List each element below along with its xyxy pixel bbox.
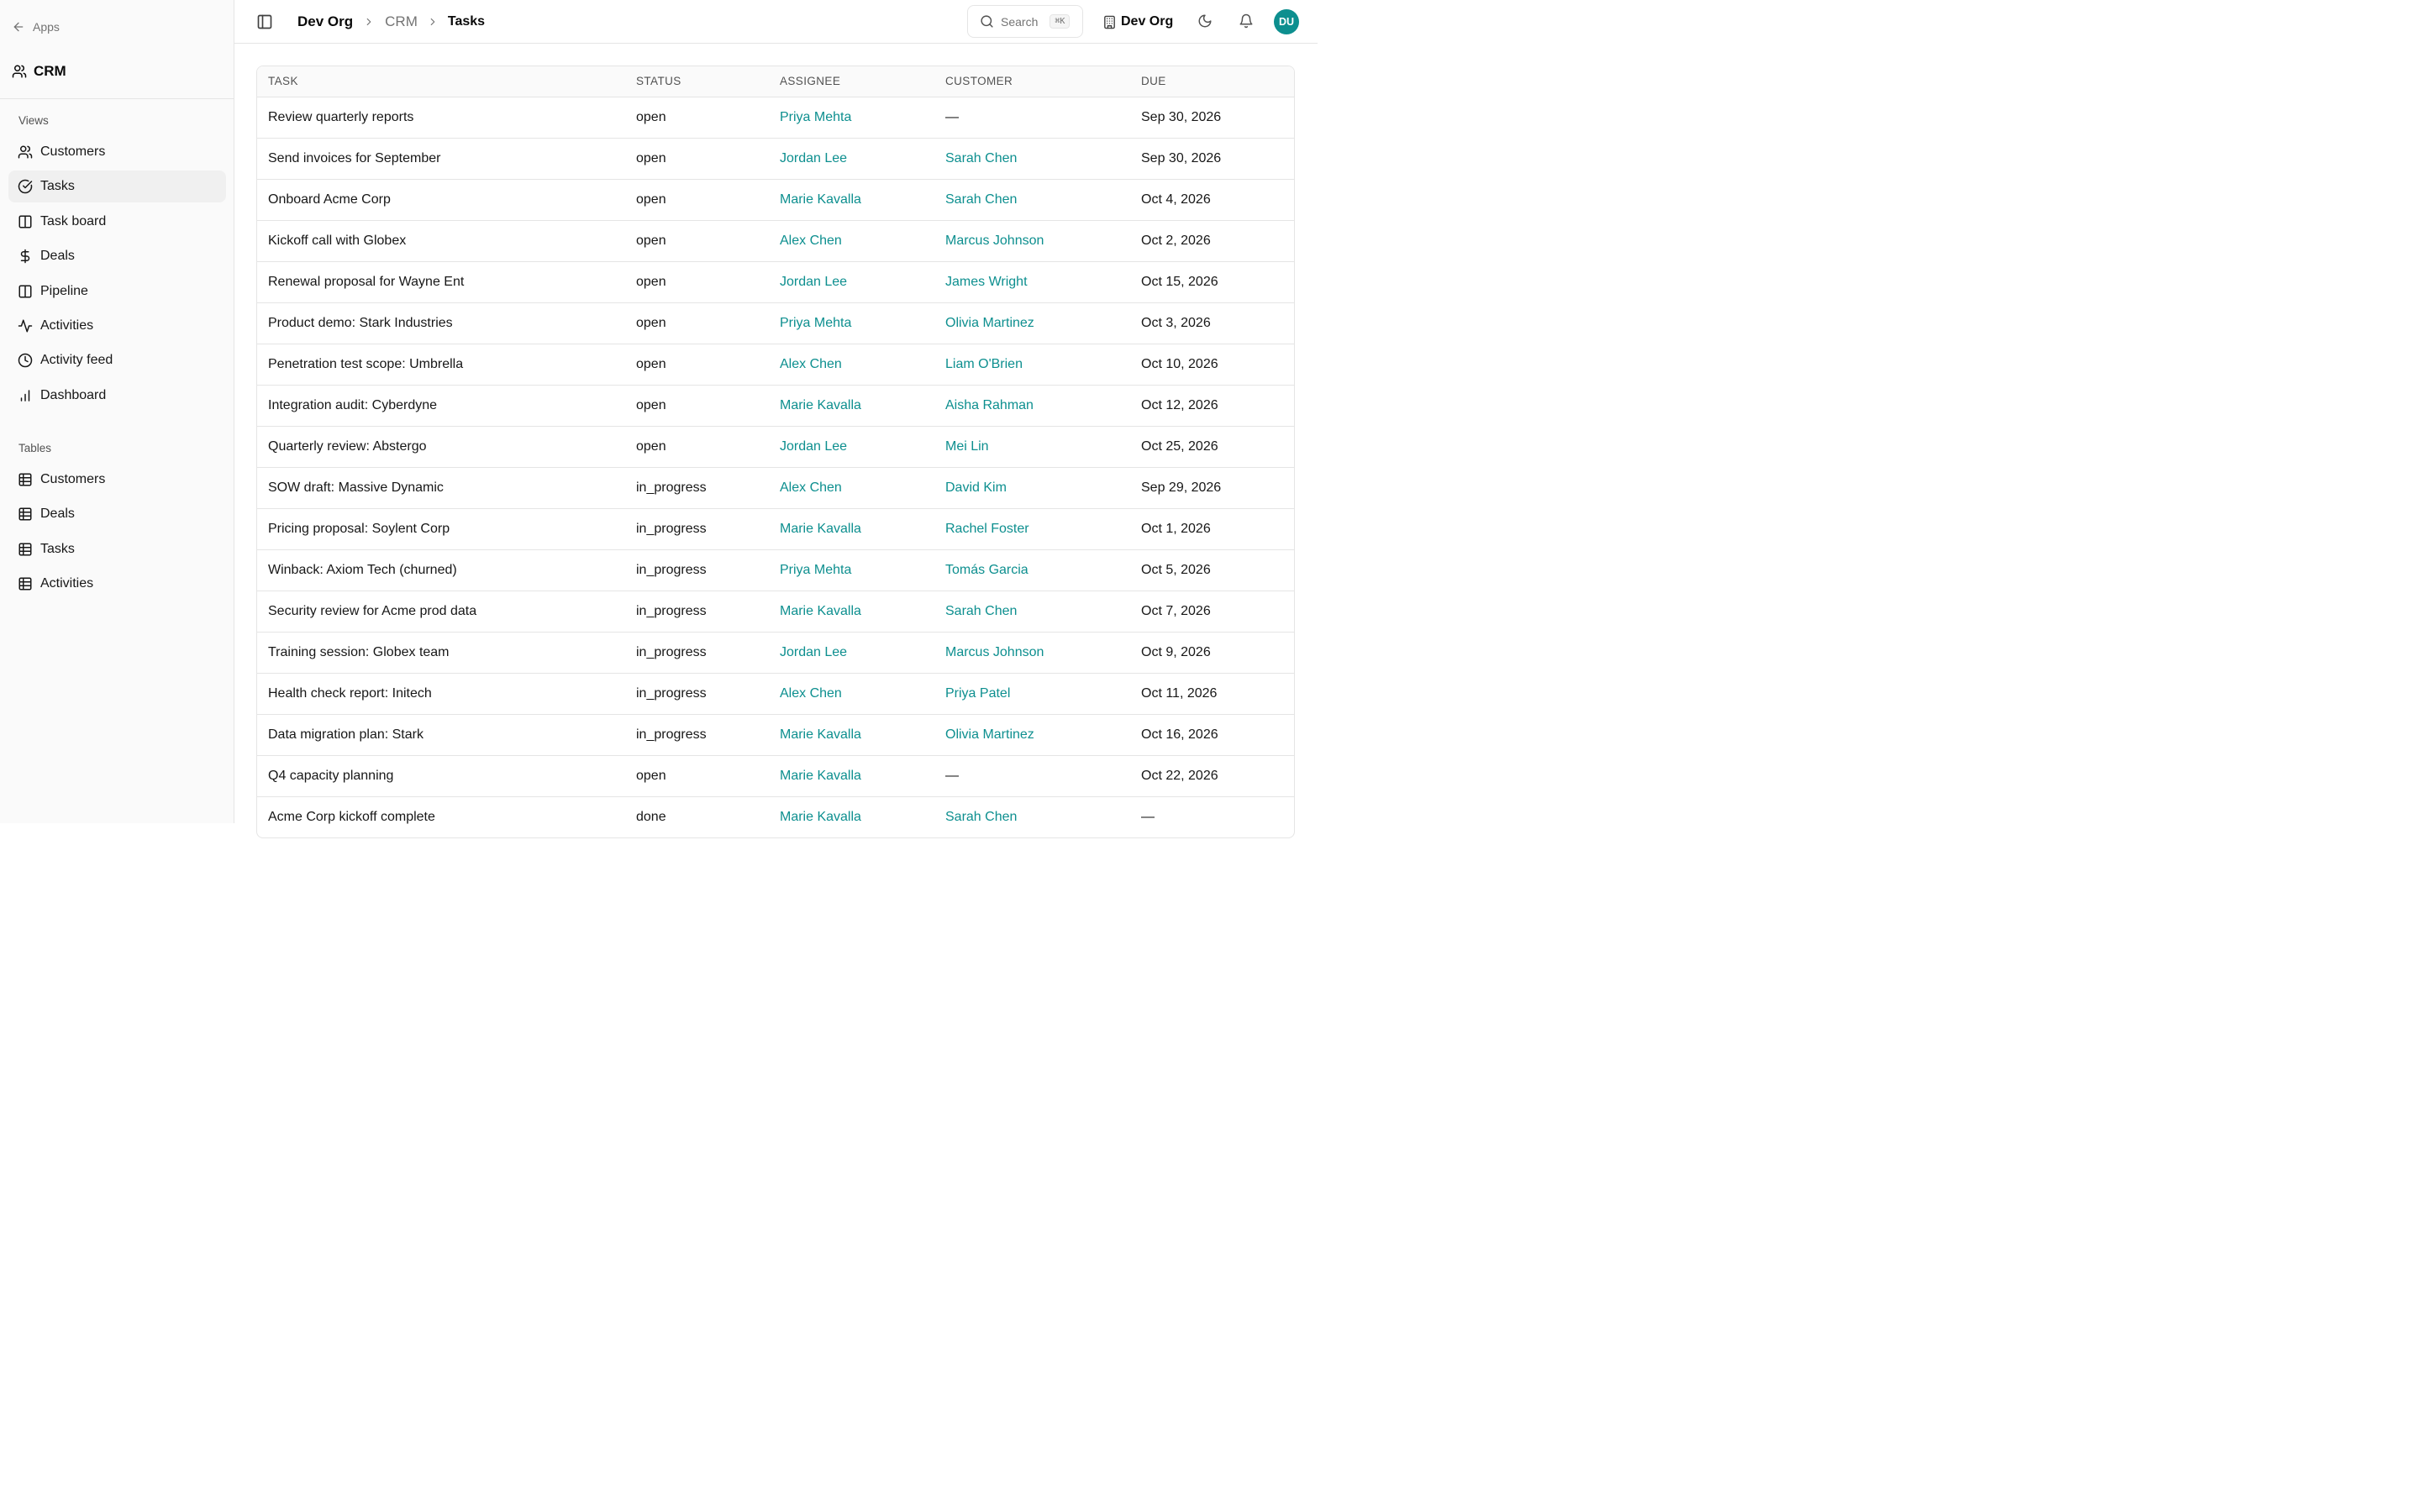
status-cell: open <box>636 344 780 385</box>
customer-link: — <box>945 97 1141 138</box>
search-shortcut: ⌘K <box>1050 14 1070 29</box>
table-row[interactable] <box>257 97 1295 138</box>
customer-link[interactable]: Sarah Chen <box>945 591 1141 632</box>
customer-link: — <box>945 755 1141 796</box>
table-icon <box>18 507 33 522</box>
table-row[interactable] <box>257 385 1295 426</box>
sidebar-divider <box>0 98 234 99</box>
bar-chart-icon <box>18 388 33 403</box>
sidebar-item-label: Customers <box>40 472 106 486</box>
status-cell: in_progress <box>636 632 780 673</box>
search-icon <box>980 14 994 29</box>
building-icon <box>1102 15 1117 29</box>
search-label: Search <box>1001 14 1039 29</box>
assignee-link[interactable]: Marie Kavalla <box>780 508 945 549</box>
customer-link[interactable]: Rachel Foster <box>945 508 1141 549</box>
customer-link[interactable]: Olivia Martinez <box>945 714 1141 755</box>
due-date-cell: Oct 22, 2026 <box>1141 755 1295 796</box>
due-date-cell: Oct 12, 2026 <box>1141 385 1295 426</box>
table-row[interactable] <box>257 673 1295 714</box>
assignee-link[interactable]: Priya Mehta <box>780 97 945 138</box>
task-cell: Quarterly review: Abstergo <box>257 426 636 467</box>
avatar[interactable]: DU <box>1274 9 1299 34</box>
sidebar-item-tasks[interactable] <box>8 171 226 202</box>
chevron-right-icon <box>418 16 448 28</box>
table-row[interactable] <box>257 138 1295 179</box>
task-cell: SOW draft: Massive Dynamic <box>257 467 636 508</box>
status-cell: open <box>636 385 780 426</box>
users-icon <box>12 64 27 79</box>
top-bar <box>234 0 1318 44</box>
sidebar-item-customers[interactable] <box>8 136 226 168</box>
customer-link[interactable]: Priya Patel <box>945 673 1141 714</box>
sidebar-item-label: Deals <box>40 507 75 522</box>
due-date-cell: Oct 3, 2026 <box>1141 302 1295 344</box>
customer-link[interactable]: Tomás Garcia <box>945 549 1141 591</box>
sidebar-item-activities[interactable] <box>8 310 226 342</box>
assignee-link[interactable]: Alex Chen <box>780 673 945 714</box>
task-cell: Send invoices for September <box>257 138 636 179</box>
sidebar-toggle-icon <box>256 13 273 30</box>
task-cell: Pricing proposal: Soylent Corp <box>257 508 636 549</box>
column-header-due[interactable]: DUE <box>1141 66 1295 97</box>
table-icon <box>18 576 33 591</box>
due-date-cell: Oct 9, 2026 <box>1141 632 1295 673</box>
views-nav <box>8 136 226 414</box>
arrow-left-icon <box>12 20 25 34</box>
theme-toggle-button[interactable] <box>1197 13 1214 30</box>
customer-link[interactable]: Sarah Chen <box>945 179 1141 220</box>
sidebar-item-dashboard[interactable] <box>8 380 226 412</box>
main-content <box>234 0 1318 823</box>
sidebar-item-label: Tasks <box>40 541 75 556</box>
task-cell: Review quarterly reports <box>257 97 636 138</box>
status-cell: in_progress <box>636 508 780 549</box>
users-icon <box>18 144 33 160</box>
status-cell: open <box>636 302 780 344</box>
status-cell: open <box>636 97 780 138</box>
customer-link[interactable]: Liam O'Brien <box>945 344 1141 385</box>
sidebar-item-label: Pipeline <box>40 283 88 298</box>
notifications-button[interactable] <box>1239 13 1255 30</box>
table-row[interactable] <box>257 549 1295 591</box>
chevron-right-icon <box>353 16 385 28</box>
assignee-link[interactable]: Priya Mehta <box>780 549 945 591</box>
status-cell: in_progress <box>636 591 780 632</box>
task-cell: Renewal proposal for Wayne Ent <box>257 261 636 302</box>
due-date-cell: Oct 2, 2026 <box>1141 220 1295 261</box>
breadcrumb <box>297 12 485 32</box>
status-cell: open <box>636 179 780 220</box>
due-date-cell: Oct 15, 2026 <box>1141 261 1295 302</box>
sidebar-item-label: Dashboard <box>40 387 107 402</box>
status-cell: open <box>636 261 780 302</box>
sidebar-item-deals[interactable] <box>8 240 226 272</box>
moon-icon <box>1197 13 1213 29</box>
table-icon <box>18 472 33 487</box>
table-header-row <box>257 66 1295 97</box>
sidebar <box>0 0 234 823</box>
table-row[interactable] <box>257 179 1295 220</box>
table-row[interactable] <box>257 426 1295 467</box>
task-cell: Kickoff call with Globex <box>257 220 636 261</box>
column-header-task[interactable]: TASK <box>257 66 636 97</box>
sidebar-item-label: Customers <box>40 144 106 159</box>
task-cell: Winback: Axiom Tech (churned) <box>257 549 636 591</box>
table-row[interactable] <box>257 467 1295 508</box>
due-date-cell: Oct 7, 2026 <box>1141 591 1295 632</box>
bell-icon <box>1239 13 1254 29</box>
assignee-link[interactable]: Marie Kavalla <box>780 385 945 426</box>
assignee-link[interactable]: Marie Kavalla <box>780 179 945 220</box>
table-row[interactable] <box>257 261 1295 302</box>
due-date-cell: Sep 30, 2026 <box>1141 97 1295 138</box>
sidebar-item-label: Activity feed <box>40 353 113 368</box>
table-row[interactable] <box>257 755 1295 796</box>
task-cell: Acme Corp kickoff complete <box>257 796 636 837</box>
customer-link[interactable]: Marcus Johnson <box>945 632 1141 673</box>
org-switcher[interactable] <box>1102 12 1173 32</box>
assignee-link[interactable]: Marie Kavalla <box>780 755 945 796</box>
table-row[interactable] <box>257 302 1295 344</box>
customer-link[interactable]: Aisha Rahman <box>945 385 1141 426</box>
sidebar-item-table-deals[interactable] <box>8 498 226 530</box>
task-cell: Security review for Acme prod data <box>257 591 636 632</box>
tasks-table <box>256 66 1295 838</box>
status-cell: open <box>636 220 780 261</box>
assignee-link[interactable]: Marie Kavalla <box>780 591 945 632</box>
table-row[interactable] <box>257 591 1295 632</box>
table-row[interactable] <box>257 714 1295 755</box>
assignee-link[interactable]: Jordan Lee <box>780 138 945 179</box>
app-title <box>12 61 66 81</box>
status-cell: in_progress <box>636 673 780 714</box>
status-cell: in_progress <box>636 467 780 508</box>
task-cell: Health check report: Initech <box>257 673 636 714</box>
due-date-cell: Oct 4, 2026 <box>1141 179 1295 220</box>
table-icon <box>18 542 33 557</box>
column-header-customer[interactable]: CUSTOMER <box>945 66 1141 97</box>
breadcrumb-app[interactable]: CRM <box>385 13 418 29</box>
customer-link[interactable]: James Wright <box>945 261 1141 302</box>
due-date-cell: — <box>1141 796 1295 837</box>
clock-icon <box>18 353 33 368</box>
status-cell: in_progress <box>636 549 780 591</box>
table-row[interactable] <box>257 632 1295 673</box>
app-title-label: CRM <box>34 63 66 79</box>
task-cell: Product demo: Stark Industries <box>257 302 636 344</box>
sidebar-toggle-button[interactable] <box>256 13 273 30</box>
sidebar-item-task-board[interactable] <box>8 206 226 238</box>
sidebar-item-label: Tasks <box>40 179 75 194</box>
due-date-cell: Oct 16, 2026 <box>1141 714 1295 755</box>
assignee-link[interactable]: Jordan Lee <box>780 632 945 673</box>
columns-icon <box>18 284 33 299</box>
table-row[interactable] <box>257 344 1295 385</box>
breadcrumb-page: Tasks <box>447 14 486 29</box>
task-cell: Penetration test scope: Umbrella <box>257 344 636 385</box>
column-header-status[interactable]: STATUS <box>636 66 780 97</box>
table-row[interactable] <box>257 796 1295 837</box>
sidebar-item-table-tasks[interactable] <box>8 533 226 565</box>
customer-link[interactable]: Sarah Chen <box>945 138 1141 179</box>
columns-icon <box>18 214 33 229</box>
org-switcher-label: Dev Org <box>1121 14 1174 29</box>
task-cell: Data migration plan: Stark <box>257 714 636 755</box>
assignee-link[interactable]: Jordan Lee <box>780 426 945 467</box>
tables-group-label: Tables <box>18 442 52 454</box>
search-button[interactable] <box>967 5 1083 38</box>
column-header-assignee[interactable]: ASSIGNEE <box>780 66 945 97</box>
task-cell: Onboard Acme Corp <box>257 179 636 220</box>
dollar-icon <box>18 249 33 264</box>
task-cell: Integration audit: Cyberdyne <box>257 385 636 426</box>
back-to-apps-link[interactable] <box>12 18 60 36</box>
customer-link[interactable]: Sarah Chen <box>945 796 1141 837</box>
table-row[interactable] <box>257 508 1295 549</box>
table-body <box>257 97 1295 837</box>
sidebar-item-activity-feed[interactable] <box>8 344 226 376</box>
due-date-cell: Sep 30, 2026 <box>1141 138 1295 179</box>
breadcrumb-org[interactable]: Dev Org <box>297 13 354 29</box>
customer-link[interactable]: David Kim <box>945 467 1141 508</box>
sidebar-item-label: Activities <box>40 576 94 591</box>
status-cell: open <box>636 755 780 796</box>
tables-nav <box>8 464 226 603</box>
assignee-link[interactable]: Alex Chen <box>780 344 945 385</box>
sidebar-item-pipeline[interactable] <box>8 276 226 307</box>
due-date-cell: Oct 11, 2026 <box>1141 673 1295 714</box>
check-circle-icon <box>18 179 33 194</box>
status-cell: in_progress <box>636 714 780 755</box>
customer-link[interactable]: Olivia Martinez <box>945 302 1141 344</box>
sidebar-item-label: Deals <box>40 249 75 264</box>
back-link-label: Apps <box>33 20 60 34</box>
task-cell: Training session: Globex team <box>257 632 636 673</box>
task-cell: Q4 capacity planning <box>257 755 636 796</box>
activity-icon <box>18 318 33 333</box>
assignee-link[interactable]: Marie Kavalla <box>780 796 945 837</box>
customer-link[interactable]: Mei Lin <box>945 426 1141 467</box>
due-date-cell: Oct 1, 2026 <box>1141 508 1295 549</box>
status-cell: done <box>636 796 780 837</box>
assignee-link[interactable]: Alex Chen <box>780 220 945 261</box>
status-cell: open <box>636 426 780 467</box>
assignee-link[interactable]: Priya Mehta <box>780 302 945 344</box>
sidebar-item-table-customers[interactable] <box>8 464 226 496</box>
sidebar-item-label: Activities <box>40 318 94 333</box>
status-cell: open <box>636 138 780 179</box>
customer-link[interactable]: Marcus Johnson <box>945 220 1141 261</box>
due-date-cell: Oct 10, 2026 <box>1141 344 1295 385</box>
due-date-cell: Oct 25, 2026 <box>1141 426 1295 467</box>
sidebar-item-table-activities[interactable] <box>8 568 226 600</box>
views-group-label: Views <box>18 114 49 127</box>
table-row[interactable] <box>257 220 1295 261</box>
assignee-link[interactable]: Jordan Lee <box>780 261 945 302</box>
assignee-link[interactable]: Alex Chen <box>780 467 945 508</box>
due-date-cell: Sep 29, 2026 <box>1141 467 1295 508</box>
assignee-link[interactable]: Marie Kavalla <box>780 714 945 755</box>
due-date-cell: Oct 5, 2026 <box>1141 549 1295 591</box>
sidebar-item-label: Task board <box>40 213 107 228</box>
